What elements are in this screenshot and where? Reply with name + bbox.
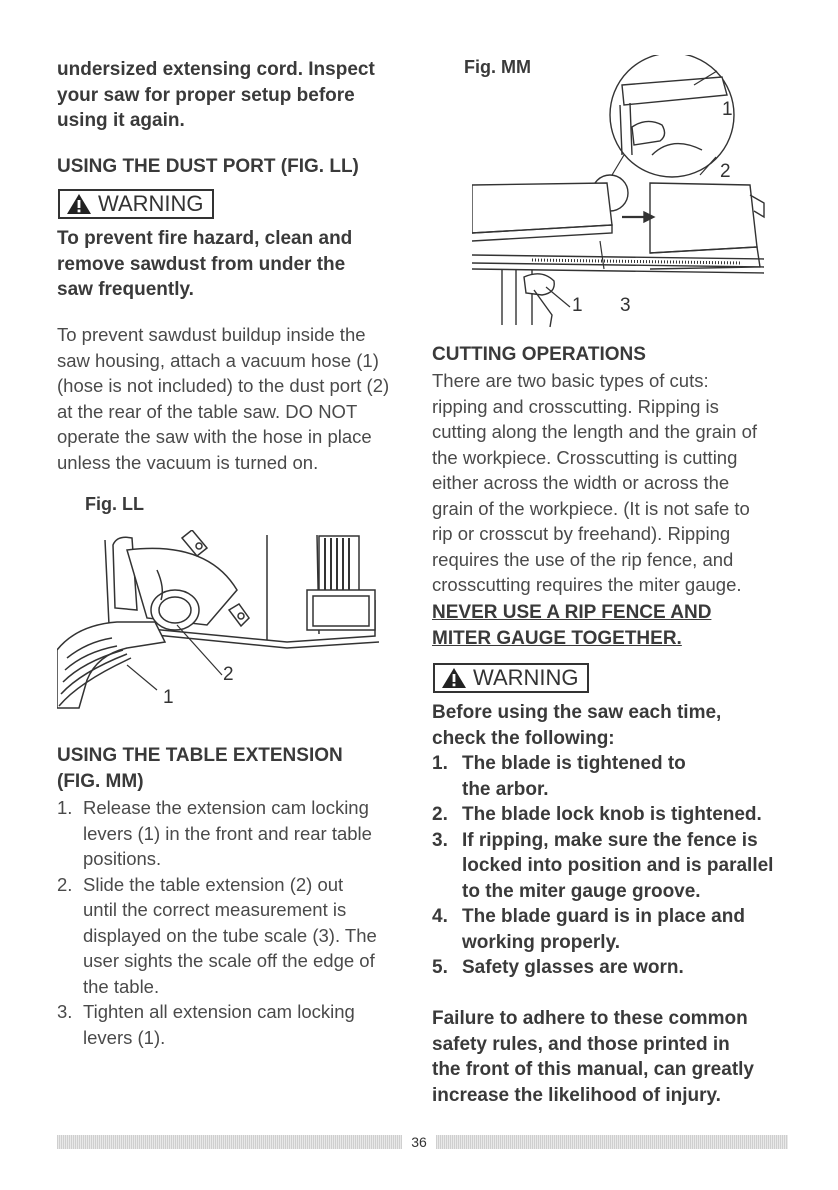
warning-line: saw frequently. bbox=[57, 279, 194, 300]
fig-mm-callout-3: 3 bbox=[620, 295, 631, 316]
step-line: until the correct measurement is bbox=[83, 899, 347, 920]
dust-port-body bbox=[57, 322, 402, 475]
check-line: locked into position and is parallel bbox=[462, 855, 774, 876]
warning-line: remove sawdust from under the bbox=[57, 253, 346, 275]
heading-line: USING THE TABLE EXTENSION bbox=[57, 745, 343, 766]
body-line: crosscutting requires the miter gauge. bbox=[432, 574, 742, 595]
fig-ll-label: Fig. LL bbox=[85, 494, 144, 514]
check-number: 4. bbox=[432, 906, 448, 927]
check-line: to the miter gauge groove. bbox=[462, 880, 701, 902]
warning-text bbox=[57, 226, 352, 303]
warning-badge bbox=[433, 663, 589, 693]
check-line: The blade is tightened to bbox=[462, 753, 686, 774]
check-line: The blade guard is in place and bbox=[462, 906, 745, 927]
failure-warning bbox=[432, 1006, 754, 1108]
never-line: NEVER USE A RIP FENCE AND bbox=[432, 602, 712, 623]
check-item bbox=[432, 904, 792, 955]
step-line: levers (1) in the front and rear table bbox=[83, 822, 372, 844]
fig-mm-callout-2: 2 bbox=[720, 161, 731, 182]
check-item bbox=[432, 955, 792, 981]
footer-rule-left bbox=[57, 1135, 402, 1149]
intro-paragraph bbox=[57, 57, 375, 134]
cutting-operations-body bbox=[432, 368, 792, 598]
check-item bbox=[432, 751, 792, 802]
step-line: positions. bbox=[83, 848, 162, 869]
step-line: Slide the table extension (2) out bbox=[83, 873, 344, 895]
body-line: ripping and crosscutting. Ripping is bbox=[432, 395, 719, 417]
step-line: levers (1). bbox=[83, 1026, 166, 1048]
body-line: either across the width or across the bbox=[432, 472, 730, 493]
failure-line: the front of this manual, can greatly bbox=[432, 1059, 754, 1080]
step-line: displayed on the tube scale (3). The bbox=[83, 924, 377, 946]
step-line: the table. bbox=[83, 975, 160, 997]
table-extension-steps bbox=[57, 795, 402, 1050]
step-number: 2. bbox=[57, 873, 73, 895]
step-line: user sights the scale off the edge of bbox=[83, 950, 375, 971]
step-line: Release the extension cam locking bbox=[83, 797, 369, 818]
warning-triangle-icon bbox=[441, 667, 467, 689]
check-intro-line: check the following: bbox=[432, 727, 615, 749]
fig-mm-label: Fig. MM bbox=[464, 57, 531, 77]
failure-line: Failure to adhere to these common bbox=[432, 1008, 748, 1029]
check-number: 3. bbox=[432, 829, 448, 851]
failure-line: safety rules, and those printed in bbox=[432, 1033, 730, 1055]
heading-line: (FIG. MM) bbox=[57, 770, 144, 792]
body-line: at the rear of the table saw. DO NOT bbox=[57, 400, 358, 422]
fig-mm-callout-1-bottom: 1 bbox=[572, 295, 583, 316]
table-extension-heading bbox=[57, 743, 343, 794]
never-together-warning bbox=[432, 600, 711, 651]
warning-label: WARNING bbox=[98, 191, 204, 216]
intro-line: using it again. bbox=[57, 110, 185, 131]
check-line: the arbor. bbox=[462, 778, 549, 800]
never-line: MITER GAUGE TOGETHER. bbox=[432, 627, 682, 649]
safety-checklist bbox=[432, 751, 792, 981]
intro-line: your saw for proper setup before bbox=[57, 84, 355, 106]
body-line: unless the vacuum is turned on. bbox=[57, 451, 319, 473]
check-line: If ripping, make sure the fence is bbox=[462, 829, 758, 851]
failure-line: increase the likelihood of injury. bbox=[432, 1084, 721, 1106]
step-item bbox=[57, 795, 402, 872]
dust-port-heading: USING THE DUST PORT (FIG. LL) bbox=[57, 156, 359, 177]
footer-rule-right bbox=[436, 1135, 788, 1149]
fig-ll-callout-1: 1 bbox=[163, 687, 174, 708]
body-line: grain of the workpiece. (It is not safe to bbox=[432, 497, 750, 519]
check-intro bbox=[432, 700, 721, 751]
step-number: 1. bbox=[57, 797, 73, 818]
check-line: Safety glasses are worn. bbox=[462, 957, 684, 978]
check-item bbox=[432, 828, 792, 905]
warning-badge bbox=[58, 189, 214, 219]
body-line: To prevent sawdust buildup inside the bbox=[57, 324, 366, 345]
body-line: the workpiece. Crosscutting is cutting bbox=[432, 446, 738, 468]
body-line: saw housing, attach a vacuum hose (1) bbox=[57, 349, 379, 371]
check-line: working properly. bbox=[462, 931, 621, 953]
fig-mm-callout-1-top: 1 bbox=[722, 99, 733, 120]
fig-ll-callout-2: 2 bbox=[223, 664, 234, 685]
body-line: There are two basic types of cuts: bbox=[432, 370, 709, 391]
cutting-operations-heading: CUTTING OPERATIONS bbox=[432, 344, 646, 365]
body-line: operate the saw with the hose in place bbox=[57, 426, 372, 447]
check-number: 2. bbox=[432, 804, 448, 825]
fig-mm-illustration bbox=[472, 55, 792, 330]
check-number: 5. bbox=[432, 957, 448, 978]
step-item bbox=[57, 872, 402, 1000]
body-line: requires the use of the rip fence, and bbox=[432, 548, 734, 570]
body-line: cutting along the length and the grain of bbox=[432, 421, 758, 442]
step-line: Tighten all extension cam locking bbox=[83, 1001, 355, 1022]
warning-triangle-icon bbox=[66, 193, 92, 215]
body-line: (hose is not included) to the dust port (2) bbox=[57, 375, 390, 396]
check-line: The blade lock knob is tightened. bbox=[462, 804, 762, 825]
body-line: rip or crosscut by freehand). Ripping bbox=[432, 523, 731, 544]
warning-line: To prevent fire hazard, clean and bbox=[57, 228, 353, 249]
page-number: 36 bbox=[411, 1134, 427, 1150]
warning-label: WARNING bbox=[473, 665, 579, 690]
step-number: 3. bbox=[57, 1001, 73, 1022]
step-item bbox=[57, 999, 402, 1050]
check-item bbox=[432, 802, 792, 828]
check-intro-line: Before using the saw each time, bbox=[432, 702, 722, 723]
fig-ll-illustration bbox=[57, 530, 387, 715]
intro-line: undersized extensing cord. Inspect bbox=[57, 59, 375, 80]
check-number: 1. bbox=[432, 753, 448, 774]
